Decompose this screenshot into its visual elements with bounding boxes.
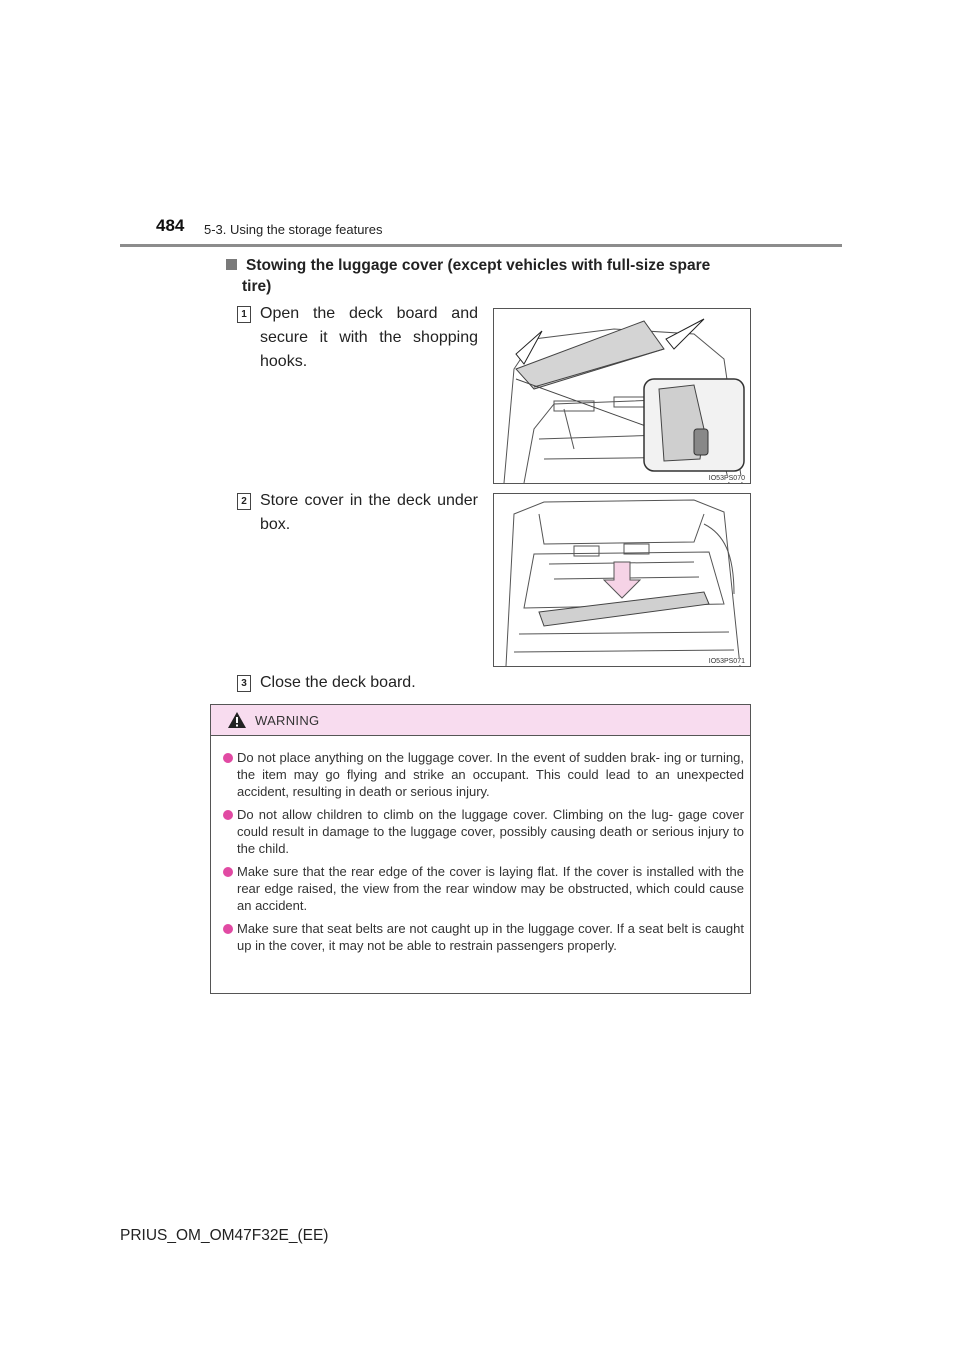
trunk-illustration-storage xyxy=(494,494,750,666)
warning-item: Make sure that the rear edge of the cover is laying flat. If the cover is installed with the rear edge raised, the view from the rear window may be obstructed, which could cause an accident. xyxy=(211,863,750,914)
subheading xyxy=(226,255,766,297)
subheading-line-2: tire) xyxy=(242,278,272,295)
header-divider xyxy=(120,244,842,247)
bullet-dot-icon xyxy=(223,753,233,763)
step-text-2: Store cover in the deck under box. xyxy=(260,492,478,533)
warning-triangle-icon xyxy=(227,711,247,729)
warning-item: Do not allow children to climb on the luggage cover. Climbing on the lug- gage cover could result in damage to the luggage cover, possibly causing death or serious injury to the child. xyxy=(211,806,750,857)
figure-code-2: IO53PS071 xyxy=(708,658,745,665)
bullet-dot-icon xyxy=(223,810,233,820)
document-id: PRIUS_OM_OM47F32E_(EE) xyxy=(120,1227,329,1244)
warning-item: Make sure that seat belts are not caught up in the luggage cover. If a seat belt is caught up in the cover, it may not be able to restrain passengers properly. xyxy=(211,920,750,954)
warning-list xyxy=(211,749,750,960)
step-text-3: Close the deck board. xyxy=(260,674,416,691)
step-number-2: 2 xyxy=(237,493,251,510)
figure-deck-board-hooks xyxy=(493,308,751,484)
subheading-line-1: Stowing the luggage cover (except vehicles with full-size spare xyxy=(246,257,711,274)
step-text-1: Open the deck board and secure it with the shopping hooks. xyxy=(260,305,478,370)
warning-header xyxy=(211,705,750,736)
figure-code-1: IO53PS070 xyxy=(708,475,745,482)
warning-label: WARNING xyxy=(255,713,320,728)
bullet-dot-icon xyxy=(223,867,233,877)
warning-item: Do not place anything on the luggage cover. In the event of sudden brak- ing or turning, the item may go flying and strike an occupant. This could lead to an unexpected accident, resulting in death or serious injury. xyxy=(211,749,750,800)
section-title: 5-3. Using the storage features xyxy=(204,222,383,237)
step-number-1: 1 xyxy=(237,306,251,323)
page-number: 484 xyxy=(156,216,185,235)
figure-deck-under-box xyxy=(493,493,751,667)
trunk-illustration-hooks xyxy=(494,309,750,483)
bullet-dot-icon xyxy=(223,924,233,934)
square-bullet-icon xyxy=(226,259,237,270)
step-number-3: 3 xyxy=(237,675,251,692)
warning-box xyxy=(210,704,751,994)
